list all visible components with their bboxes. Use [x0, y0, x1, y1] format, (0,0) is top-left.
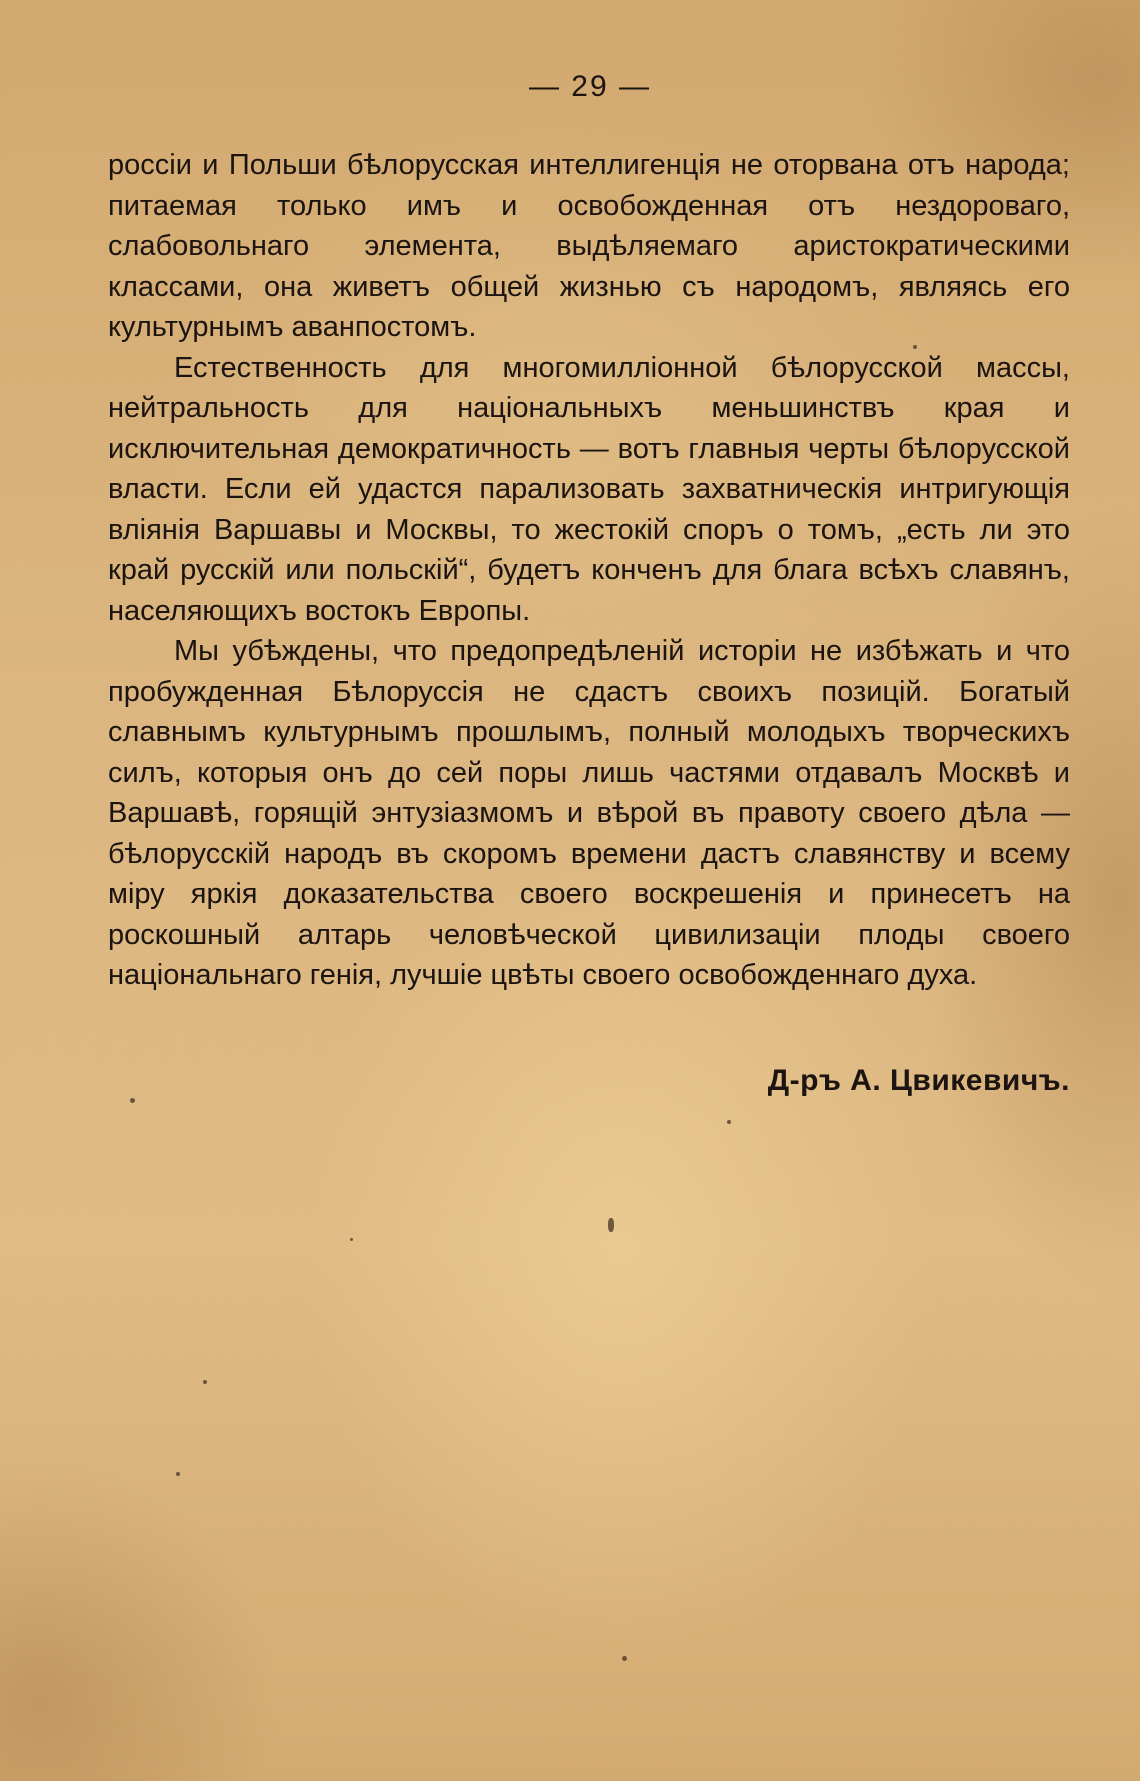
paragraph-3: Мы убѣждены, что предопредѣленій исторіи не избѣжать и что пробужденная Бѣлоруссія не сдастъ своихъ позицій. Богатый славнымъ культурнымъ прошлымъ, полный молодыхъ творческихъ силъ, которыя онъ до сей поры лишь частями отдавалъ Москвѣ и Варшавѣ, горящій энтузіазмомъ и вѣрой въ правоту своего дѣла — бѣлорусскій народъ въ скоромъ времени дастъ славянству и всему міру яркія доказательства своего воскрешенія и принесетъ на роскошный алтарь человѣческой цивилизаціи плоды своего національнаго генія, лучшіе цвѣты своего освобожденнаго духа. — [108, 635, 1070, 991]
paper-speck — [913, 345, 917, 349]
body-text — [108, 145, 1070, 996]
paper-speck — [727, 1120, 731, 1124]
paragraph-1: россіи и Польши бѣлорусская интеллигенція не оторвана отъ народа; питаемая только имъ и освобожденная отъ нездороваго, слабовольнаго элемента, выдѣляемаго аристократическими классами, она живетъ общей жизнью съ народомъ, являясь его культурнымъ аванпостомъ. — [108, 149, 1070, 343]
paper-speck — [203, 1380, 207, 1384]
paper-speck — [350, 1238, 353, 1241]
page-number: — 29 — — [528, 70, 652, 103]
paper-speck — [622, 1656, 627, 1661]
author-signature: Д-ръ А. Цвикевичъ. — [767, 1064, 1070, 1097]
paper-speck — [176, 1472, 180, 1476]
paper-speck — [130, 1098, 135, 1103]
paper-speck — [608, 1218, 614, 1232]
paragraph-2: Естественность для многомилліонной бѣлорусской массы, нейтральность для національныхъ меньшинствъ края и исключительная демократичность — вотъ главныя черты бѣлорусской власти. Если ей удастся парализовать захватническія интригующія вліянія Варшавы и Москвы, то жестокій споръ о томъ, „есть ли это край русскій или польскій“, будетъ конченъ для блага всѣхъ славянъ, населяющихъ востокъ Европы. — [108, 351, 1070, 627]
